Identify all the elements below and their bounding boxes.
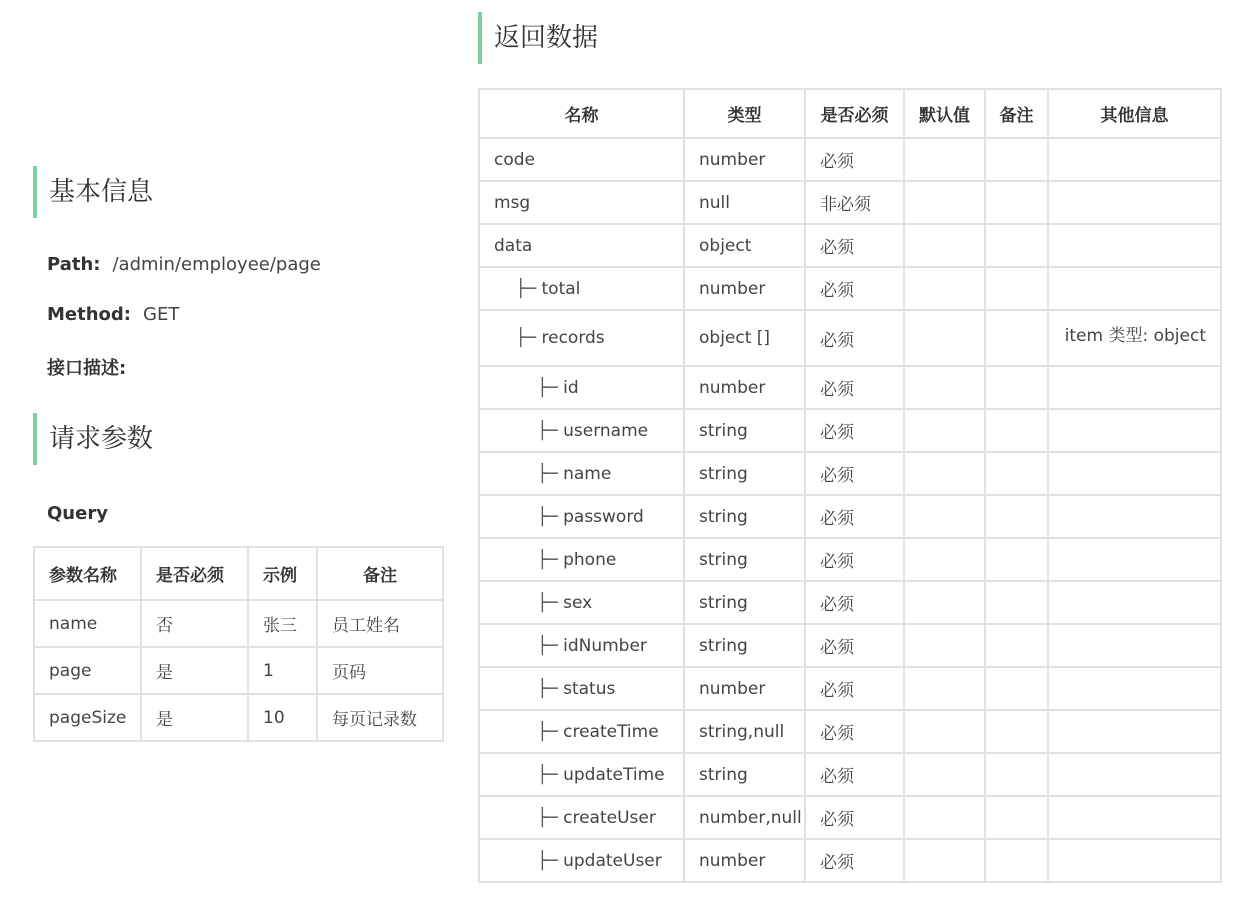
field-type-cell: string (684, 581, 805, 624)
field-default-cell (904, 538, 985, 581)
field-name: updateUser (563, 850, 662, 871)
field-name-cell (479, 452, 684, 495)
param-required-cell: 否 (141, 600, 248, 647)
field-other-info-cell (1048, 267, 1221, 310)
field-note-cell (985, 310, 1048, 366)
field-name: sex (563, 592, 593, 613)
field-note-cell (985, 624, 1048, 667)
field-name: code (494, 149, 535, 170)
field-name-cell (479, 624, 684, 667)
field-note-cell (985, 181, 1048, 224)
table-row (479, 796, 1221, 839)
response-data-body (479, 138, 1221, 882)
field-type-cell: number,null (684, 796, 805, 839)
column-header: 默认值 (904, 89, 985, 138)
field-other-info-cell (1048, 839, 1221, 882)
table-row (479, 181, 1221, 224)
tree-branch-icon: ├─ (494, 420, 564, 441)
field-required-cell: 必须 (805, 839, 904, 882)
field-required-cell: 必须 (805, 581, 904, 624)
field-type-cell: number (684, 366, 805, 409)
query-params-table (33, 546, 444, 742)
column-header: 参数名称 (34, 547, 141, 600)
table-row (34, 694, 443, 741)
tree-branch-icon: ├─ (494, 635, 564, 656)
field-other-info-cell (1048, 224, 1221, 267)
field-name: username (563, 420, 649, 441)
field-name: createTime (563, 721, 659, 742)
field-type-cell: string (684, 624, 805, 667)
param-name-cell: page (34, 647, 141, 694)
tree-branch-icon: ├─ (494, 328, 542, 348)
query-label: Query (47, 503, 108, 524)
field-note-cell (985, 267, 1048, 310)
field-name: updateTime (563, 764, 665, 785)
column-header: 是否必须 (141, 547, 248, 600)
param-example-cell: 10 (248, 694, 317, 741)
field-other-info-cell (1048, 624, 1221, 667)
table-row (479, 667, 1221, 710)
field-name-cell (479, 581, 684, 624)
field-default-cell (904, 267, 985, 310)
field-required-cell: 必须 (805, 753, 904, 796)
param-note-cell: 员工姓名 (317, 600, 443, 647)
response-data-heading: 返回数据 (478, 12, 598, 64)
field-name-cell (479, 710, 684, 753)
field-name-cell (479, 181, 684, 224)
field-note-cell (985, 495, 1048, 538)
table-row (34, 600, 443, 647)
column-header: 类型 (684, 89, 805, 138)
param-note-cell: 页码 (317, 647, 443, 694)
field-other-info-cell (1048, 753, 1221, 796)
table-header-row (34, 547, 443, 600)
field-required-cell: 必须 (805, 452, 904, 495)
field-note-cell (985, 581, 1048, 624)
field-name-cell (479, 310, 684, 366)
method-value: GET (143, 304, 180, 325)
field-required-cell: 必须 (805, 224, 904, 267)
table-row (479, 839, 1221, 882)
table-row (479, 624, 1221, 667)
field-name-cell (479, 224, 684, 267)
field-default-cell (904, 710, 985, 753)
description-line (47, 354, 138, 380)
field-name: password (563, 506, 644, 527)
field-other-info-cell (1048, 796, 1221, 839)
param-required-cell: 是 (141, 694, 248, 741)
field-type-cell: string (684, 753, 805, 796)
param-required-cell: 是 (141, 647, 248, 694)
tree-branch-icon: ├─ (494, 850, 564, 871)
field-default-cell (904, 181, 985, 224)
param-note-cell: 每页记录数 (317, 694, 443, 741)
field-name-cell (479, 667, 684, 710)
field-note-cell (985, 409, 1048, 452)
field-name: id (563, 377, 579, 398)
field-other-info-cell (1048, 181, 1221, 224)
field-required-cell: 必须 (805, 667, 904, 710)
tree-branch-icon: ├─ (494, 463, 564, 484)
basic-info-heading: 基本信息 (33, 166, 153, 218)
tree-branch-icon: ├─ (494, 592, 564, 613)
field-type-cell: string (684, 538, 805, 581)
field-default-cell (904, 224, 985, 267)
field-note-cell (985, 224, 1048, 267)
query-params-body (34, 600, 443, 741)
path-label: Path: (47, 254, 101, 275)
table-row (479, 538, 1221, 581)
tree-branch-icon: ├─ (494, 764, 564, 785)
field-type-cell: object (684, 224, 805, 267)
tree-branch-icon: ├─ (494, 807, 564, 828)
column-header: 其他信息 (1048, 89, 1221, 138)
description-label: 接口描述: (47, 358, 127, 379)
path-value: /admin/employee/page (112, 254, 321, 275)
tree-branch-icon: ├─ (494, 506, 564, 527)
table-row (479, 267, 1221, 310)
method-line (47, 304, 179, 325)
column-header: 备注 (317, 547, 443, 600)
field-default-cell (904, 624, 985, 667)
field-note-cell (985, 538, 1048, 581)
field-default-cell (904, 366, 985, 409)
field-type-cell: string (684, 409, 805, 452)
param-example-cell: 张三 (248, 600, 317, 647)
table-row (479, 409, 1221, 452)
field-note-cell (985, 452, 1048, 495)
field-type-cell: number (684, 839, 805, 882)
request-params-heading: 请求参数 (33, 413, 153, 465)
field-other-info-cell (1048, 710, 1221, 753)
field-name: idNumber (563, 635, 647, 656)
table-row (479, 366, 1221, 409)
field-type-cell: null (684, 181, 805, 224)
column-header: 名称 (479, 89, 684, 138)
field-default-cell (904, 839, 985, 882)
table-row (479, 753, 1221, 796)
field-name-cell (479, 409, 684, 452)
field-default-cell (904, 581, 985, 624)
tree-branch-icon: ├─ (494, 549, 564, 570)
field-name: name (563, 463, 612, 484)
field-required-cell: 必须 (805, 409, 904, 452)
field-other-info-cell (1048, 538, 1221, 581)
field-name: msg (494, 192, 531, 213)
param-example-cell: 1 (248, 647, 317, 694)
table-row (479, 581, 1221, 624)
field-default-cell (904, 796, 985, 839)
field-note-cell (985, 710, 1048, 753)
field-type-cell: string (684, 452, 805, 495)
table-row (479, 495, 1221, 538)
column-header: 是否必须 (805, 89, 904, 138)
field-name: records (541, 328, 605, 348)
field-name: status (563, 678, 616, 699)
field-name: data (494, 235, 533, 256)
field-other-info-cell (1048, 495, 1221, 538)
response-data-table (478, 88, 1222, 883)
field-default-cell (904, 409, 985, 452)
field-required-cell: 必须 (805, 495, 904, 538)
field-other-info-cell (1048, 667, 1221, 710)
field-note-cell (985, 366, 1048, 409)
table-row (479, 452, 1221, 495)
field-default-cell (904, 753, 985, 796)
field-other-info-cell (1048, 409, 1221, 452)
table-row (479, 710, 1221, 753)
field-other-info-cell: item 类型: object (1048, 310, 1221, 366)
table-row (479, 224, 1221, 267)
param-name-cell: name (34, 600, 141, 647)
field-default-cell (904, 452, 985, 495)
field-required-cell: 必须 (805, 710, 904, 753)
field-name-cell (479, 538, 684, 581)
table-row (479, 138, 1221, 181)
field-other-info-cell (1048, 366, 1221, 409)
field-default-cell (904, 495, 985, 538)
field-required-cell: 必须 (805, 267, 904, 310)
field-name-cell (479, 753, 684, 796)
field-name: total (541, 278, 581, 299)
table-header-row (479, 89, 1221, 138)
field-required-cell: 必须 (805, 538, 904, 581)
field-type-cell: string (684, 495, 805, 538)
tree-branch-icon: ├─ (494, 721, 564, 742)
field-name-cell (479, 366, 684, 409)
table-row (34, 647, 443, 694)
field-note-cell (985, 839, 1048, 882)
field-note-cell (985, 796, 1048, 839)
field-default-cell (904, 667, 985, 710)
tree-branch-icon: ├─ (494, 377, 564, 398)
field-note-cell (985, 138, 1048, 181)
field-name-cell (479, 839, 684, 882)
field-type-cell: number (684, 667, 805, 710)
field-other-info-cell (1048, 138, 1221, 181)
field-name: createUser (563, 807, 656, 828)
field-other-info-cell (1048, 581, 1221, 624)
field-name-cell (479, 495, 684, 538)
param-name-cell: pageSize (34, 694, 141, 741)
field-default-cell (904, 138, 985, 181)
field-type-cell: number (684, 267, 805, 310)
method-label: Method: (47, 304, 131, 325)
field-required-cell: 必须 (805, 796, 904, 839)
field-default-cell (904, 310, 985, 366)
field-name: phone (563, 549, 617, 570)
column-header: 示例 (248, 547, 317, 600)
field-required-cell: 非必须 (805, 181, 904, 224)
field-type-cell: object [] (684, 310, 805, 366)
field-name-cell (479, 138, 684, 181)
field-type-cell: string,null (684, 710, 805, 753)
field-note-cell (985, 667, 1048, 710)
tree-branch-icon: ├─ (494, 278, 542, 299)
path-line (47, 254, 321, 275)
field-note-cell (985, 753, 1048, 796)
field-required-cell: 必须 (805, 624, 904, 667)
field-name-cell (479, 796, 684, 839)
field-name-cell (479, 267, 684, 310)
table-row (479, 310, 1221, 366)
field-required-cell: 必须 (805, 366, 904, 409)
field-other-info-cell (1048, 452, 1221, 495)
field-type-cell: number (684, 138, 805, 181)
tree-branch-icon: ├─ (494, 678, 564, 699)
field-required-cell: 必须 (805, 138, 904, 181)
column-header: 备注 (985, 89, 1048, 138)
field-required-cell: 必须 (805, 310, 904, 366)
